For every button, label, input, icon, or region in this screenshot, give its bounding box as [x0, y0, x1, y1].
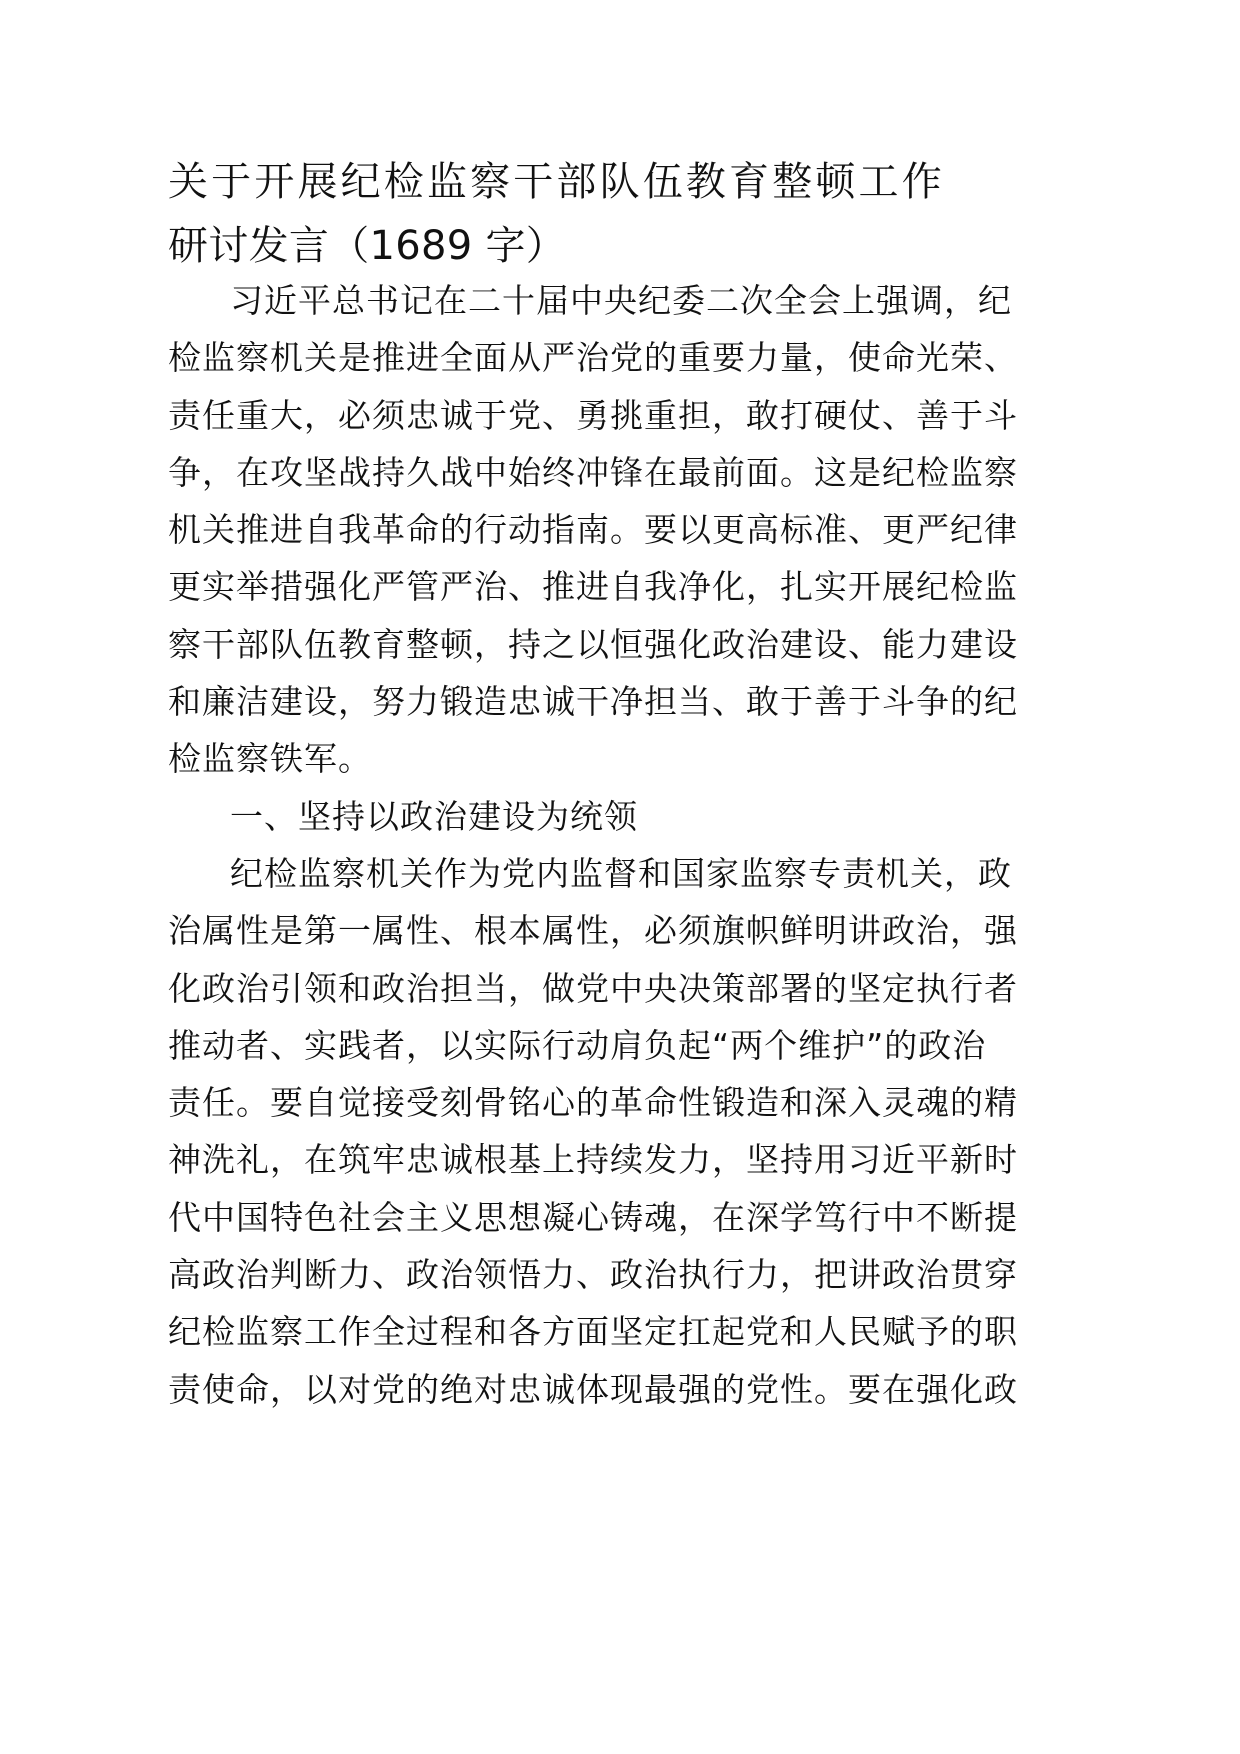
document-page — [168, 150, 1018, 1418]
intro-paragraph — [168, 272, 1018, 788]
heading-line: 一、坚持以政治建设为统领 — [230, 796, 638, 836]
document-title — [168, 150, 942, 278]
text-line: 治属性是第一属性、根本属性，必须旗帜鲜明讲政治，强 — [168, 911, 1018, 951]
text-line: 争，在攻坚战持久战中始终冲锋在最前面。这是纪检监察 — [168, 452, 1018, 492]
text-line: 和廉洁建设，努力锻造忠诚干净担当、敢于善于斗争的纪 — [168, 682, 1018, 722]
text-line: 神洗礼，在筑牢忠诚根基上持续发力，坚持用习近平新时 — [168, 1140, 1018, 1180]
text-line: 代中国特色社会主义思想凝心铸魂，在深学笃行中不断提 — [168, 1197, 1018, 1237]
text-line: 检监察铁军。 — [168, 739, 372, 779]
text-line: 责任。要自觉接受刻骨铭心的革命性锻造和深入灵魂的精 — [168, 1083, 1018, 1123]
text-line: 纪检监察机关作为党内监督和国家监察专责机关，政 — [230, 853, 1012, 893]
body-paragraph — [168, 845, 1018, 1418]
text-line: 责任重大，必须忠诚于党、勇挑重担，敢打硬仗、善于斗 — [168, 395, 1018, 435]
text-line: 机关推进自我革命的行动指南。要以更高标准、更严纪律 — [168, 510, 1018, 550]
text-line: 纪检监察工作全过程和各方面坚定扛起党和人民赋予的职 — [168, 1312, 1018, 1352]
title-line: 研讨发言（1689 字） — [168, 223, 567, 269]
text-line: 责使命，以对党的绝对忠诚体现最强的党性。要在强化政 — [168, 1369, 1018, 1409]
text-line: 习近平总书记在二十届中央纪委二次全会上强调，纪 — [230, 281, 1012, 320]
section-heading — [168, 788, 942, 845]
text-line: 检监察机关是推进全面从严治党的重要力量，使命光荣、 — [168, 338, 1018, 378]
text-line: 高政治判断力、政治领悟力、政治执行力，把讲政治贯穿 — [168, 1255, 1018, 1295]
title-line: 关于开展纪检监察干部队伍教育整顿工作 — [168, 159, 942, 205]
text-line: 更实举措强化严管严治、推进自我净化，扎实开展纪检监 — [168, 567, 1018, 607]
text-line: 察干部队伍教育整顿，持之以恒强化政治建设、能力建设 — [168, 624, 1018, 664]
text-line: 化政治引领和政治担当，做党中央决策部署的坚定执行者 — [168, 968, 1018, 1008]
text-line: 推动者、实践者，以实际行动肩负起“两个维护”的政治 — [168, 1025, 987, 1065]
